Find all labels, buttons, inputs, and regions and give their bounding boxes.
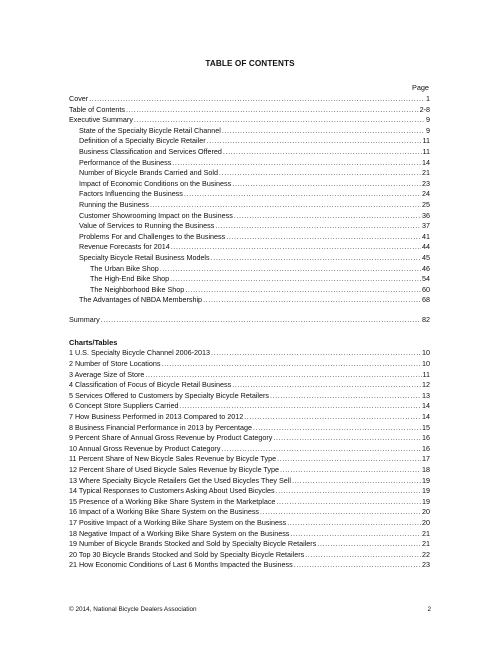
toc-entry[interactable] [69, 179, 430, 190]
toc-entry-page: 68 [422, 295, 430, 305]
toc-entry[interactable] [69, 94, 430, 105]
dot-leader [101, 315, 421, 326]
dot-leader [292, 476, 421, 487]
toc-entry-title: 19 Number of Bicycle Brands Stocked and Sold by Specialty Bicycle Retailers [69, 539, 317, 549]
dot-leader [162, 359, 422, 370]
toc-entry-page: 44 [422, 242, 430, 252]
page-column-header: Page [411, 83, 429, 92]
dot-leader [232, 380, 421, 391]
toc-entry-page: 20 [422, 517, 430, 527]
toc-entry-title: 3 Average Size of Store [69, 369, 145, 379]
chart-entry[interactable] [69, 486, 430, 497]
toc-entry-page: 60 [422, 284, 430, 294]
toc-entry-page: 23 [422, 178, 430, 188]
toc-entry-title: Factors Influencing the Business [79, 189, 183, 199]
toc-entry-title: 8 Business Financial Performance in 2013 by Percentage [69, 422, 252, 432]
toc-entry-title: Specialty Bicycle Retail Business Models [79, 252, 210, 262]
toc-entry-page: 21 [422, 168, 430, 178]
toc-entry[interactable] [69, 242, 430, 253]
chart-entry[interactable] [69, 518, 430, 529]
toc-entry-title: 7 How Business Performed in 2013 Compared to 2012 [69, 412, 244, 422]
chart-entry[interactable] [69, 465, 430, 476]
dot-leader [134, 115, 425, 126]
chart-entry[interactable] [69, 507, 430, 518]
toc-entry-title: Number of Bicycle Brands Carried and Sold [79, 168, 219, 178]
chart-entry[interactable] [69, 497, 430, 508]
toc-entry-title: Table of Contents [69, 104, 125, 114]
spacer [69, 306, 430, 315]
toc-entry[interactable] [69, 274, 430, 285]
toc-entry-page: 21 [422, 528, 430, 538]
toc-entry-title: The Urban Bike Shop [90, 263, 159, 273]
toc-entry[interactable] [69, 285, 430, 296]
dot-leader [219, 168, 421, 179]
toc-entry-title: 5 Services Offered to Customers by Specialty Bicycle Retailers [69, 390, 269, 400]
dot-leader [184, 189, 421, 200]
dot-leader [270, 391, 421, 402]
chart-entry[interactable] [69, 433, 430, 444]
toc-entry-page: 37 [422, 221, 430, 231]
toc-entry-title: 10 Annual Gross Revenue by Product Category [69, 443, 221, 453]
toc-entry-page: 21 [422, 539, 430, 549]
chart-entry[interactable] [69, 529, 430, 540]
dot-leader [280, 465, 421, 476]
toc-entry[interactable] [69, 136, 430, 147]
dot-leader [287, 518, 421, 529]
toc-entry-page: 14 [422, 401, 430, 411]
toc-entry-title: 6 Concept Store Suppliers Carried [69, 401, 179, 411]
toc-entry-page: 24 [422, 189, 430, 199]
toc-entry[interactable] [69, 200, 430, 211]
chart-entry[interactable] [69, 560, 430, 571]
toc-entry-page: 23 [422, 560, 430, 570]
toc-entry-title: Impact of Economic Conditions on the Business [79, 178, 232, 188]
toc-entry-page: 25 [422, 199, 430, 209]
dot-leader [179, 401, 421, 412]
toc-entry-page: 19 [422, 475, 430, 485]
table-of-contents [69, 94, 430, 571]
toc-entry-page: 11 [422, 146, 430, 156]
toc-entry[interactable] [69, 168, 430, 179]
dot-leader [160, 264, 421, 275]
toc-entry[interactable] [69, 126, 430, 137]
toc-entry-title: Customer Showrooming Impact on the Business [79, 210, 233, 220]
toc-entry-page: 11 [422, 369, 430, 379]
dot-leader [260, 507, 421, 518]
toc-entry-page: 10 [422, 359, 430, 369]
dot-leader [203, 295, 421, 306]
dot-leader [185, 285, 421, 296]
toc-entry-title: 17 Positive Impact of a Working Bike Share System on the Business [69, 517, 287, 527]
dot-leader [223, 147, 422, 158]
toc-entry[interactable] [69, 295, 430, 306]
toc-entry[interactable] [69, 147, 430, 158]
toc-entry-page: 13 [422, 390, 430, 400]
toc-entry-title: Summary [69, 314, 100, 324]
toc-entry[interactable] [69, 221, 430, 232]
toc-entry-page: 17 [422, 454, 430, 464]
toc-entry[interactable] [69, 264, 430, 275]
chart-entry[interactable] [69, 550, 430, 561]
toc-entry-page: 82 [422, 314, 430, 324]
dot-leader [290, 529, 421, 540]
toc-entry-page: 11 [422, 136, 430, 146]
chart-entry[interactable] [69, 380, 430, 391]
toc-entry-title: Revenue Forecasts for 2014 [79, 242, 170, 252]
chart-entry[interactable] [69, 412, 430, 423]
dot-leader [150, 200, 421, 211]
dot-leader [226, 232, 421, 243]
toc-entry-title: 13 Where Specialty Bicycle Retailers Get the Used Bicycles They Sell [69, 475, 291, 485]
dot-leader [145, 370, 421, 381]
toc-entry-page: 20 [422, 507, 430, 517]
toc-entry-page: 18 [422, 465, 430, 474]
toc-entry-title: State of the Specialty Bicycle Retail Channel [79, 125, 221, 135]
toc-entry-page: 9 [426, 125, 430, 135]
charts-list [69, 348, 430, 570]
dot-leader [253, 423, 421, 434]
toc-entry-title: 9 Percent Share of Annual Gross Revenue by Product Category [69, 433, 273, 443]
dot-leader [232, 179, 421, 190]
toc-entry-title: 12 Percent Share of Used Bicycle Sales Revenue by Bicycle Type [69, 465, 280, 474]
toc-entry-title: Cover [69, 94, 89, 103]
toc-entry-page: 14 [422, 157, 430, 167]
toc-entry-page: 19 [422, 496, 430, 506]
toc-entry-title: 20 Top 30 Bicycle Brands Stocked and Sold by Specialty Bicycle Retailers [69, 549, 305, 559]
toc-entry-title: 18 Negative Impact of a Working Bike Share System on the Business [69, 528, 290, 538]
page-footer [69, 606, 431, 613]
toc-entry[interactable] [69, 105, 430, 116]
toc-entry-title: Value of Services to Running the Business [79, 221, 215, 231]
chart-entry[interactable] [69, 359, 430, 370]
dot-leader [89, 94, 425, 105]
toc-entry-title: 4 Classification of Focus of Bicycle Retail Business [69, 380, 232, 390]
toc-entry-page: 41 [422, 231, 430, 241]
toc-entry-title: Running the Business [79, 199, 149, 209]
toc-entry-summary[interactable] [69, 315, 430, 326]
page-number: 2 [427, 606, 431, 613]
toc-entry-title: The Advantages of NBDA Membership [79, 295, 203, 305]
chart-entry[interactable] [69, 348, 430, 359]
toc-entry-page: 10 [422, 348, 430, 358]
toc-entry[interactable] [69, 211, 430, 222]
chart-entry[interactable] [69, 454, 430, 465]
toc-entry-page: 46 [422, 263, 430, 273]
dot-leader [276, 497, 421, 508]
toc-entry[interactable] [69, 253, 430, 264]
dot-leader [211, 253, 421, 264]
toc-entry-title: 21 How Economic Conditions of Last 6 Months Impacted the Business [69, 560, 293, 570]
toc-entry-title: Executive Summary [69, 115, 133, 125]
toc-entry-page: 45 [422, 252, 430, 262]
chart-entry[interactable] [69, 370, 430, 381]
toc-list [69, 94, 430, 306]
chart-entry[interactable] [69, 401, 430, 412]
dot-leader [207, 136, 422, 147]
chart-entry[interactable] [69, 539, 430, 550]
toc-entry-title: The High-End Bike Shop [90, 274, 170, 284]
chart-entry[interactable] [69, 444, 430, 455]
dot-leader [277, 454, 421, 465]
toc-entry-title: 16 Impact of a Working Bike Share System on the Business [69, 507, 260, 517]
toc-entry-title: Definition of a Specialty Bicycle Retailer [79, 136, 206, 146]
toc-entry-page: 2-8 [419, 104, 430, 114]
toc-entry-page: 12 [422, 380, 430, 390]
toc-entry-title: Business Classification and Services Offered [79, 146, 222, 156]
dot-leader [222, 126, 425, 137]
toc-entry-page: 9 [426, 115, 430, 125]
toc-entry-page: 14 [422, 412, 430, 422]
toc-entry[interactable] [69, 189, 430, 200]
dot-leader [305, 550, 421, 561]
charts-tables-heading: Charts/Tables [69, 338, 118, 348]
toc-entry-title: 2 Number of Store Locations [69, 359, 161, 369]
dot-leader [234, 211, 421, 222]
toc-entry-title: 14 Typical Responses to Customers Asking About Used Bicycles [69, 486, 275, 496]
toc-entry[interactable] [69, 232, 430, 243]
toc-entry-page: 22 [422, 549, 430, 559]
chart-entry[interactable] [69, 476, 430, 487]
dot-leader [215, 221, 421, 232]
dot-leader [273, 433, 421, 444]
toc-entry-page: 16 [422, 433, 430, 443]
toc-entry[interactable] [69, 115, 430, 126]
dot-leader [170, 274, 421, 285]
toc-entry-title: Problems For and Challenges to the Business [79, 231, 226, 241]
toc-entry-page: 15 [422, 422, 430, 432]
dot-leader [294, 560, 421, 571]
copyright-notice: © 2014, National Bicycle Dealers Association [69, 606, 197, 613]
toc-entry-page: 54 [422, 274, 430, 284]
toc-entry[interactable] [69, 158, 430, 169]
toc-entry-title: 15 Presence of a Working Bike Share System in the Marketplace [69, 496, 276, 506]
dot-leader [317, 539, 421, 550]
dot-leader [211, 348, 421, 359]
toc-entry-page: 1 [426, 94, 430, 103]
dot-leader [126, 105, 419, 116]
chart-entry[interactable] [69, 391, 430, 402]
dot-leader [171, 242, 421, 253]
toc-entry-title: Performance of the Business [79, 157, 172, 167]
page-title: TABLE OF CONTENTS [205, 59, 295, 68]
toc-entry-title: The Neighborhood Bike Shop [90, 284, 185, 294]
spacer [69, 325, 430, 337]
toc-entry-page: 36 [422, 210, 430, 220]
toc-entry-title: 11 Percent Share of New Bicycle Sales Revenue by Bicycle Type [69, 454, 277, 464]
dot-leader [276, 486, 421, 497]
toc-entry-title: 1 U.S. Specialty Bicycle Channel 2006-2013 [69, 348, 211, 358]
dot-leader [244, 412, 421, 423]
dot-leader [221, 444, 421, 455]
toc-entry-page: 16 [422, 443, 430, 453]
toc-entry-page: 19 [422, 486, 430, 496]
dot-leader [172, 158, 421, 169]
chart-entry[interactable] [69, 423, 430, 434]
